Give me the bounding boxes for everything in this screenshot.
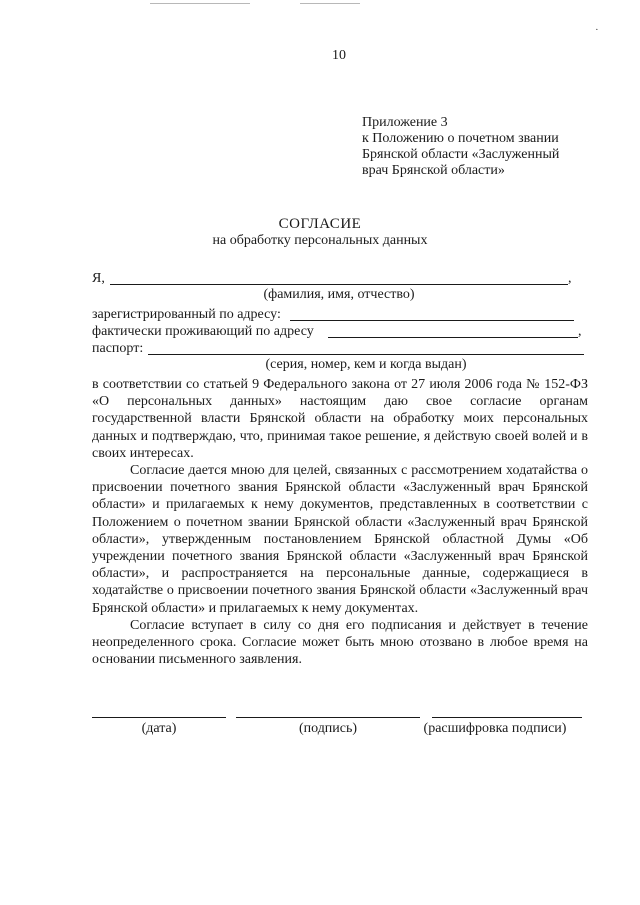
registered-address-field[interactable] xyxy=(290,320,574,321)
date-label: (дата) xyxy=(141,721,177,736)
date-field[interactable] xyxy=(92,717,226,718)
page-number: 10 xyxy=(332,48,346,63)
i-trailing-comma: , xyxy=(568,271,572,286)
passport-field[interactable] xyxy=(148,354,584,355)
actual-address-trailing-comma: , xyxy=(578,324,582,339)
appendix-line: к Положению о почетном звании xyxy=(362,131,559,146)
signature-label: (подпись) xyxy=(298,721,358,736)
document-subtitle: на обработку персональных данных xyxy=(212,233,428,248)
decryption-label: (расшифровка подписи) xyxy=(423,721,567,736)
scan-artifact-dot: · xyxy=(595,24,599,36)
decryption-field[interactable] xyxy=(432,717,582,718)
full-name-hint: (фамилия, имя, отчество) xyxy=(263,287,415,302)
appendix-line: Приложение 3 xyxy=(362,115,448,130)
i-label: Я, xyxy=(92,271,105,286)
appendix-line: Брянской области «Заслуженный xyxy=(362,147,560,162)
appendix-line: врач Брянской области» xyxy=(362,163,505,178)
actual-address-field[interactable] xyxy=(328,337,578,338)
consent-paragraph: в соответствии со статьей 9 Федерального закона от 27 июля 2006 года № 152-ФЗ «О персональных данных» настоящим даю свое согласие органам государственной власти Брянской области на обработку моих персональных данных и подтверждаю, что, принимая такое решение, я действую своей волей и в своих интересах. xyxy=(92,377,588,461)
consent-body xyxy=(92,376,588,668)
passport-label: паспорт: xyxy=(92,341,144,356)
signature-field[interactable] xyxy=(236,717,420,718)
scan-artifact xyxy=(300,3,360,4)
consent-paragraph: Согласие дается мною для целей, связанных с рассмотрением ходатайства о присвоении почетного звания Брянской области «Заслуженный врач Брянской области» и прилагаемых к нему документов, представленных в соответствии с Положением о почетном звании Брянской области «Заслуженный врач Брянской области», утвержденным постановлением Брянской областной Думы «Об учреждении почетного звания Брянской области «Заслуженный врач Брянской области», и распространяется на персональные данные, содержащиеся в ходатайстве о присвоении почетного звания Брянской области «Заслуженный врач Брянской области» и прилагаемых к нему документах. xyxy=(92,463,588,616)
passport-hint: (серия, номер, кем и когда выдан) xyxy=(265,357,467,372)
consent-paragraph: Согласие вступает в силу со дня его подписания и действует в течение неопределенного срока. Согласие может быть мною отозвано в любое время на основании письменного заявления. xyxy=(92,617,588,668)
registered-address-label: зарегистрированный по адресу: xyxy=(92,307,281,322)
document-title: СОГЛАСИЕ xyxy=(278,216,362,232)
appendix-header xyxy=(362,115,622,179)
actual-address-label: фактически проживающий по адресу xyxy=(92,324,314,339)
scan-artifact xyxy=(150,3,250,4)
full-name-field[interactable] xyxy=(110,284,568,285)
